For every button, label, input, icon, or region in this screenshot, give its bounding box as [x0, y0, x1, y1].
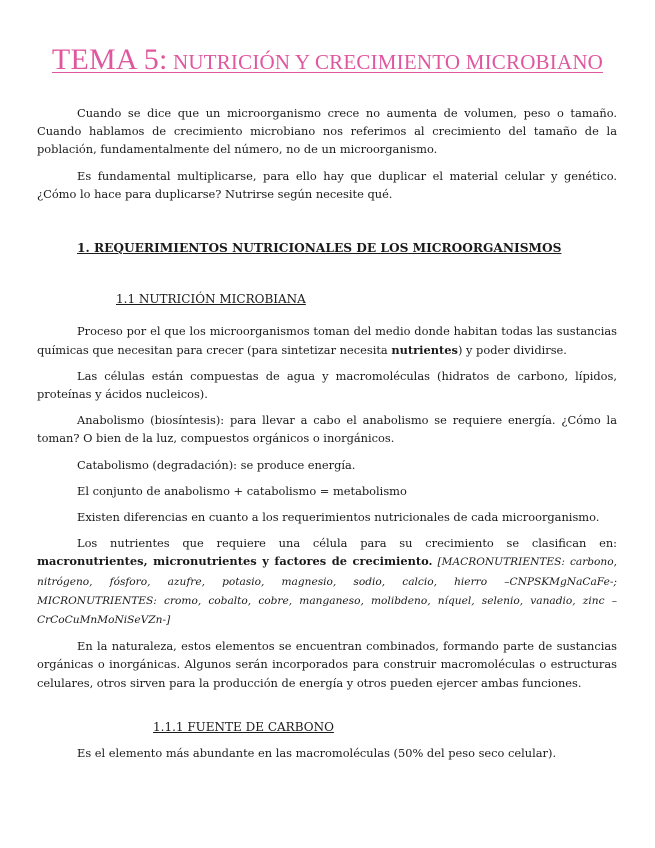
nutricion-p7-before: Los nutrientes que requiere una célula para su crecimiento se clasifican en: — [77, 536, 617, 551]
nutricion-paragraph-5: El conjunto de anabolismo + catabolismo = metabolismo — [77, 483, 407, 498]
page-title — [0, 40, 655, 77]
nutricion-paragraph-3: Anabolismo (biosíntesis): para llevar a cabo el anabolismo se requiere energía. ¿Cómo la toman? O bien de la luz, compuestos orgánicos o inorgánicos. — [37, 413, 617, 446]
section-1-1-1-heading: 1.1.1 FUENTE DE CARBONO — [153, 719, 334, 734]
nutricion-paragraph-8: En la naturaleza, estos elementos se encuentran combinados, formando parte de sustancias orgánicas o inorgánicas. Algunos serán incorporados para construir macromoléculas o estructuras celulares, otros sirven para la producción de energía y otros pueden ejercer ambas funciones. — [37, 639, 617, 690]
nutrient-classes-term: macronutrientes, micronutrientes y factores de crecimiento. — [37, 554, 433, 569]
section-1-heading: 1. REQUERIMIENTOS NUTRICIONALES DE LOS MICROORGANISMOS — [77, 241, 562, 256]
title-rest: NUTRICIÓN Y CRECIMIENTO MICROBIANO — [167, 50, 604, 74]
nutricion-paragraph-1 — [37, 322, 617, 358]
carbono-paragraph-1: Es el elemento más abundante en las macromoléculas (50% del peso seco celular). — [77, 746, 557, 761]
intro-paragraph-2: Es fundamental multiplicarse, para ello hay que duplicar el material celular y genético. ¿Cómo lo hace para duplicarse? Nutrirse según necesite qué. — [37, 168, 617, 201]
nutricion-paragraph-6: Existen diferencias en cuanto a los requerimientos nutricionales de cada microorganismo. — [77, 510, 600, 525]
nutrient-list-note: [MACRONUTRIENTES: carbono, nitrógeno, fósforo, azufre, potasio, magnesio, sodio, calcio, hierro –CNPSKMgNaCaFe-; MICRONUTRIENTES: cromo, cobalto, cobre, manganeso, molibdeno, níquel, selenio, vanadio, zinc –CrCoCuMnMoNiSeVZn-] — [37, 556, 617, 627]
nutricion-p1-before: Proceso por el que los microorganismos toman del medio donde habitan todas las sustancias químicas que necesitan para crecer (para sintetizar necesita — [37, 324, 617, 357]
title-main: TEMA 5: — [51, 43, 168, 76]
nutricion-paragraph-2: Las células están compuestas de agua y macromoléculas (hidratos de carbono, lípidos, proteínas y ácidos nucleicos). — [37, 368, 617, 402]
document-body — [37, 104, 617, 770]
intro-paragraph-1: Cuando se dice que un microorganismo crece no aumenta de volumen, peso o tamaño. Cuando hablamos de crecimiento microbiano nos referimos al crecimiento del tamaño de la población, fundamentalmente del número, no de un microorganismo. — [37, 106, 617, 157]
nutricion-paragraph-4: Catabolismo (degradación): se produce energía. — [77, 457, 356, 472]
nutrientes-term: nutrientes — [391, 342, 458, 357]
nutricion-p1-after: ) y poder dividirse. — [457, 342, 567, 357]
section-1-1-heading: 1.1 NUTRICIÓN MICROBIANA — [116, 292, 306, 307]
nutricion-paragraph-7 — [37, 534, 617, 629]
